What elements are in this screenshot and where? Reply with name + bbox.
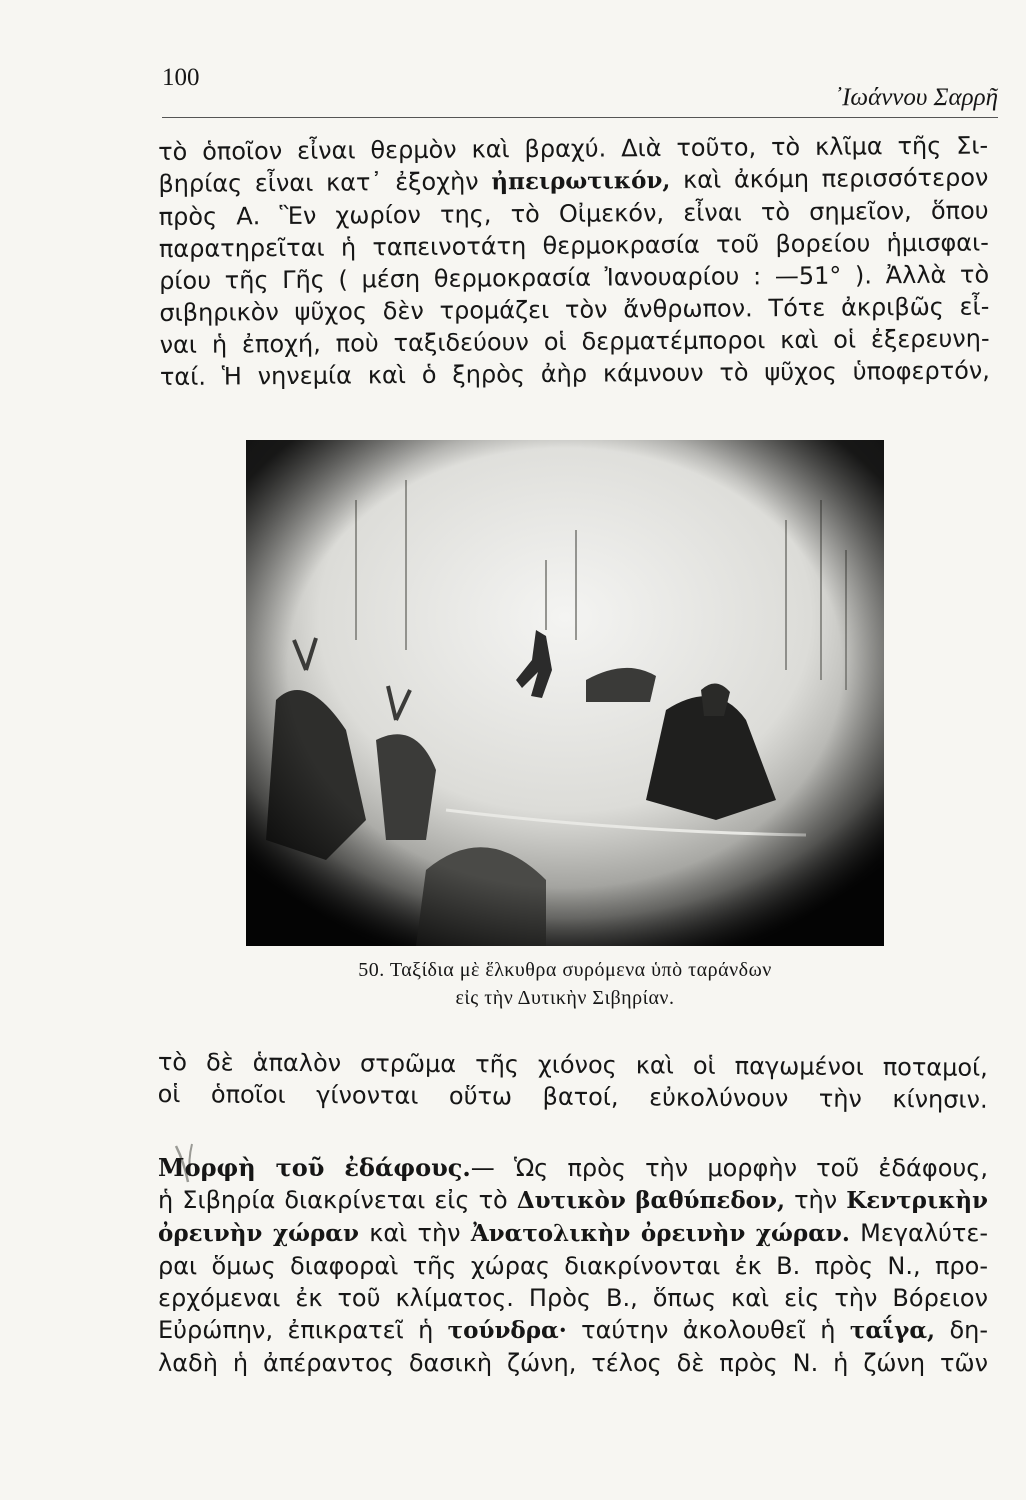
text-line: Εὐρώπην, ἐπικρατεῖ ἡ τούνδρα· ταύτην ἀκολουθεῖ ἡ ταΐγα, δη- [158,1316,988,1344]
text-line: πρὸς Α. Ἓν χωρίον της, τὸ Οἰμεκόν, εἶναι τὸ σημεῖον, ὅπου [158,196,989,231]
figure-caption [240,956,890,1012]
text-line: οἱ ὁποῖοι γίνονται οὕτω βατοί, εὐκολύνουν τὴν κίνησιν. [157,1079,988,1114]
text-line: τὸ ὁποῖον εἶναι θερμὸν καὶ βραχύ. Διὰ τοῦτο, τὸ κλῖμα τῆς Σι- [158,131,989,166]
reindeer-sled-photo [246,440,884,946]
paragraph-climate [158,129,990,393]
text-line: ὀρεινὴν χώραν καὶ τὴν Ἀνατολικὴν ὀρεινὴν χώραν. Μεγαλύτε- [158,1219,988,1247]
term-continental: ἠπειρωτικόν, [491,166,671,196]
text-line: ραι ὅμως διαφοραὶ τῆς χώρας διακρίνονται ἐκ Β. πρὸς Ν., προ- [158,1252,988,1280]
caption-line: 50. Ταξίδια μὲ ἕλκυθρα συρόμενα ὑπὸ ταράνδων [358,959,772,981]
running-header [162,64,998,118]
paragraph-landforms [158,1152,988,1379]
text-line: τὸ δὲ ἁπαλὸν στρῶμα τῆς χιόνος καὶ οἱ παγωμένοι ποταμοί, [157,1048,988,1082]
text-line: ναι ἡ ἐποχή, ποὺ ταξιδεύουν οἱ δερματέμποροι καὶ οἱ ἐξερευνη- [159,324,990,359]
text-line: ταί. Ἡ νηνεμία καὶ ὁ ξηρὸς ἀὴρ κάμνουν τὸ ψῦχος ὑποφερτόν, [159,356,990,391]
text-line: σιβηρικὸν ψῦχος δὲν τρομάζει τὸν ἄνθρωπον. Τότε ἀκριβῶς εἶ- [159,292,990,327]
section-heading: Μορφὴ τοῦ ἐδάφους. [158,1153,471,1182]
running-title: ᾽Ιωάννου Σαρρῆ [833,84,998,111]
text-line: βηρίας εἶναι κατ᾽ ἐξοχὴν ἠπειρωτικόν, καὶ ἀκόμη περισσότερον [158,163,989,198]
page-number: 100 [162,64,200,91]
caption-line: εἰς τὴν Δυτικὴν Σιβηρίαν. [455,987,675,1009]
text-line: παρατηρεῖται ἡ ταπεινοτάτη θερμοκρασία τοῦ βορείου ἡμισφαι- [158,228,989,263]
header-rule [162,117,998,118]
text-line: ρίου τῆς Γῆς ( μέση θερμοκρασία Ἰανουαρίου : —51° ). Ἀλλὰ τὸ [159,260,990,295]
text-line: ερχόμεναι ἐκ τοῦ κλίματος. Πρὸς Β., ὅπως καὶ εἰς τὴν Βόρειον [158,1284,988,1312]
text-line: ἡ Σιβηρία διακρίνεται εἰς τὸ Δυτικὸν βαθύπεδον, τὴν Κεντρικὴν [158,1186,988,1214]
text-line: λαδὴ ἡ ἀπέραντος δασικὴ ζώνη, τέλος δὲ πρὸς Ν. ἡ ζώνη τῶν [158,1349,988,1377]
paragraph-snow [158,1046,988,1116]
text-line: Μορφὴ τοῦ ἐδάφους.— Ὡς πρὸς τὴν μορφὴν τοῦ ἐδάφους, [158,1153,988,1182]
